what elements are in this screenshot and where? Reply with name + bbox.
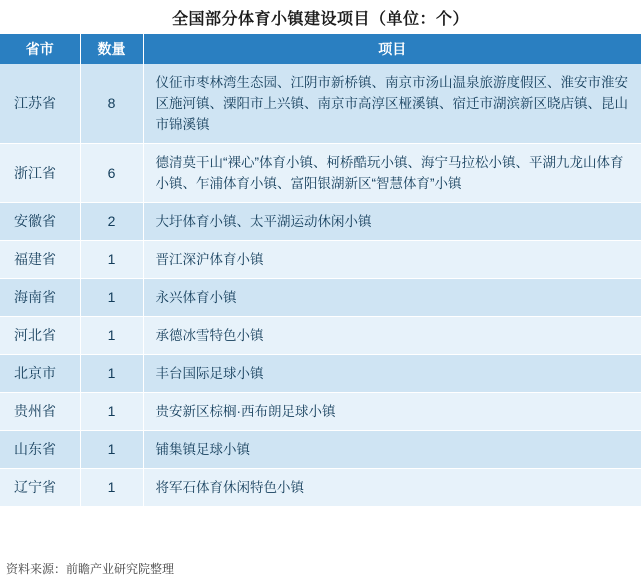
cell-count: 6 xyxy=(80,144,143,203)
cell-province: 辽宁省 xyxy=(0,469,80,507)
table-row xyxy=(0,203,641,241)
table-header xyxy=(0,34,641,64)
table-row xyxy=(0,279,641,317)
cell-count: 1 xyxy=(80,355,143,393)
cell-projects: 永兴体育小镇 xyxy=(143,279,641,317)
cell-province: 浙江省 xyxy=(0,144,80,203)
table-header-row xyxy=(0,34,641,64)
table-body xyxy=(0,64,641,507)
cell-count: 1 xyxy=(80,393,143,431)
figure-title-bar xyxy=(0,0,641,34)
table-row xyxy=(0,317,641,355)
cell-count: 1 xyxy=(80,431,143,469)
cell-projects: 铺集镇足球小镇 xyxy=(143,431,641,469)
cell-province: 河北省 xyxy=(0,317,80,355)
column-header-projects: 项目 xyxy=(143,34,641,64)
cell-projects: 丰台国际足球小镇 xyxy=(143,355,641,393)
cell-province: 海南省 xyxy=(0,279,80,317)
cell-count: 1 xyxy=(80,317,143,355)
cell-projects: 晋江深沪体育小镇 xyxy=(143,241,641,279)
table-row xyxy=(0,241,641,279)
cell-province: 贵州省 xyxy=(0,393,80,431)
table-row xyxy=(0,64,641,144)
cell-projects: 仪征市枣林湾生态园、江阴市新桥镇、南京市汤山温泉旅游度假区、淮安市淮安区施河镇、溧阳市上兴镇、南京市高淳区桠溪镇、宿迁市湖滨新区晓店镇、昆山市锦溪镇 xyxy=(143,64,641,144)
cell-province: 福建省 xyxy=(0,241,80,279)
cell-projects: 承德冰雪特色小镇 xyxy=(143,317,641,355)
cell-projects: 将军石体育休闲特色小镇 xyxy=(143,469,641,507)
cell-province: 江苏省 xyxy=(0,64,80,144)
column-header-count: 数量 xyxy=(80,34,143,64)
table-row xyxy=(0,144,641,203)
cell-projects: 大圩体育小镇、太平湖运动休闲小镇 xyxy=(143,203,641,241)
sports-towns-table xyxy=(0,34,641,507)
column-header-province: 省市 xyxy=(0,34,80,64)
cell-projects: 德清莫干山“裸心”体育小镇、柯桥酷玩小镇、海宁马拉松小镇、平湖九龙山体育小镇、乍浦体育小镇、富阳银湖新区“智慧体育”小镇 xyxy=(143,144,641,203)
cell-count: 1 xyxy=(80,241,143,279)
cell-projects: 贵安新区棕榈·西布朗足球小镇 xyxy=(143,393,641,431)
source-footer xyxy=(0,554,641,582)
cell-count: 2 xyxy=(80,203,143,241)
cell-province: 北京市 xyxy=(0,355,80,393)
cell-count: 1 xyxy=(80,469,143,507)
table-row xyxy=(0,469,641,507)
page-title: 全国部分体育小镇建设项目（单位：个） xyxy=(171,10,469,28)
cell-province: 山东省 xyxy=(0,431,80,469)
table-row xyxy=(0,355,641,393)
table-row xyxy=(0,393,641,431)
cell-province: 安徽省 xyxy=(0,203,80,241)
cell-count: 1 xyxy=(80,279,143,317)
table-row xyxy=(0,431,641,469)
source-text: 资料来源：前瞻产业研究院整理 xyxy=(6,561,175,576)
cell-count: 8 xyxy=(80,64,143,144)
